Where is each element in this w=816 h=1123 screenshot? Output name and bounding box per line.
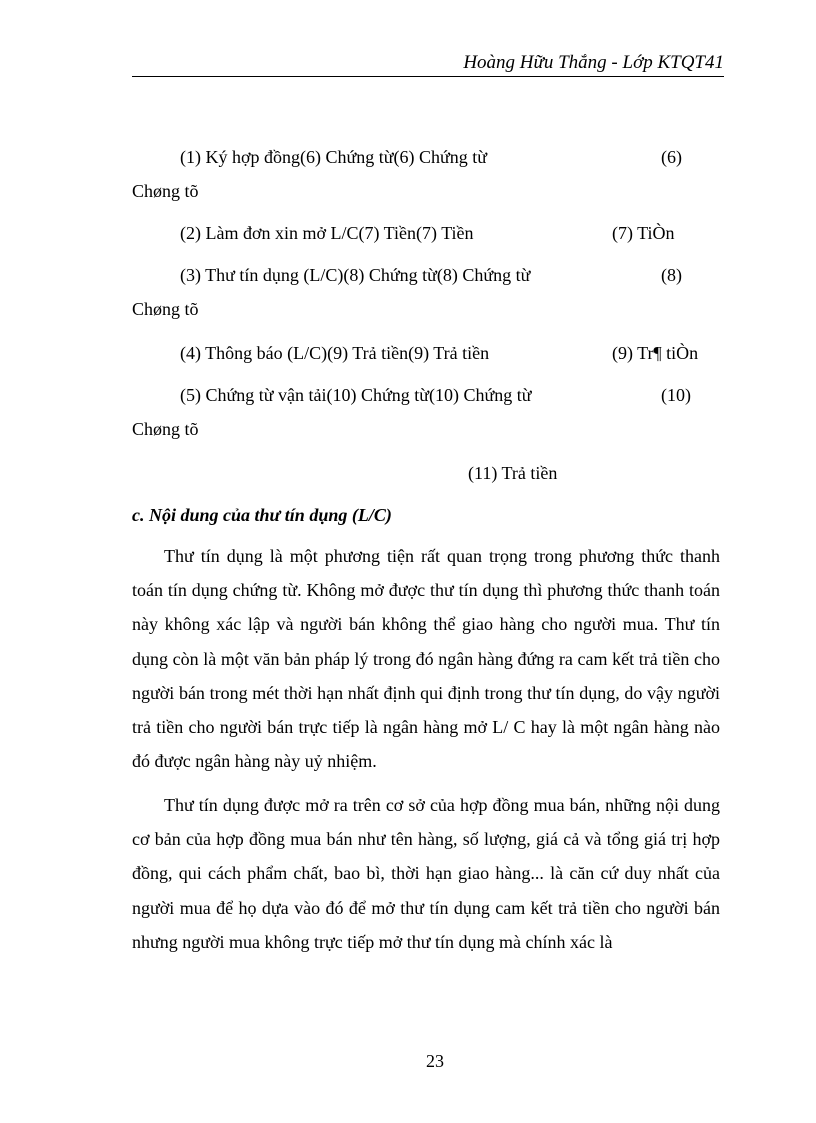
paragraph-2: Thư tín dụng được mở ra trên cơ sở của hợp đồng mua bán, những nội dung cơ bản của hợp đồng mua bán như tên hàng, số lượng, giá cả và tổng giá trị hợp đồng, qui cách phẩm chất, bao bì, thời hạn giao hàng... là căn cứ duy nhất của người mua để họ dựa vào đó để mở thư tín dụng cam kết trả tiền cho người bán nhưng người mua không trực tiếp mở thư tín dụng mà chính xác là [132, 795, 720, 952]
header-divider [132, 76, 724, 77]
paragraph-1: Thư tín dụng là một phương tiện rất quan trọng trong phương thức thanh toán tín dụng chứng từ. Không mở được thư tín dụng thì phương thức thanh toán này không xác lập và người bán không thể giao hàng cho người mua. Thư tín dụng còn là một văn bản pháp lý trong đó ngân hàng đứng ra cam kết trả tiền cho người bán trong mét thời hạn nhất định qui định trong thư tín dụng, do vậy người trả tiền cho người bán trực tiếp là ngân hàng mở L/ C hay là một ngân hàng nào đó được ngân hàng này uỷ nhiệm. [132, 546, 720, 772]
step-2-text: (2) Làm đơn xin mở L/C(7) Tiền(7) Tiền [180, 223, 474, 243]
step-5-continuation: Chøng tõ [132, 419, 199, 439]
page-number: 23 [426, 1051, 444, 1071]
step-5-text: (5) Chứng từ vận tải(10) Chứng từ(10) Chứng từ [180, 385, 532, 405]
step-4-text: (4) Thông báo (L/C)(9) Trả tiền(9) Trả tiền [180, 343, 490, 363]
step-2-right: (7) TiÒn [612, 223, 675, 243]
step-4-right: (9) Tr¶ tiÒn [612, 343, 699, 363]
step-5-right: (10) [661, 385, 691, 405]
step-1-right: (6) [661, 147, 682, 167]
step-3-right: (8) [661, 265, 682, 285]
step-1-text: (1) Ký hợp đồng(6) Chứng từ(6) Chứng từ [180, 147, 488, 167]
step-1-continuation: Chøng tõ [132, 181, 199, 201]
step-3-text: (3) Thư tín dụng (L/C)(8) Chứng từ(8) Chứng từ [180, 265, 531, 285]
section-heading: c. Nội dung của thư tín dụng (L/C) [132, 505, 392, 525]
step-3-continuation: Chøng tõ [132, 299, 199, 319]
running-header: Hoàng Hữu Thắng - Lớp KTQT41 [463, 52, 724, 73]
step-11-text: (11) Trả tiền [468, 463, 558, 483]
